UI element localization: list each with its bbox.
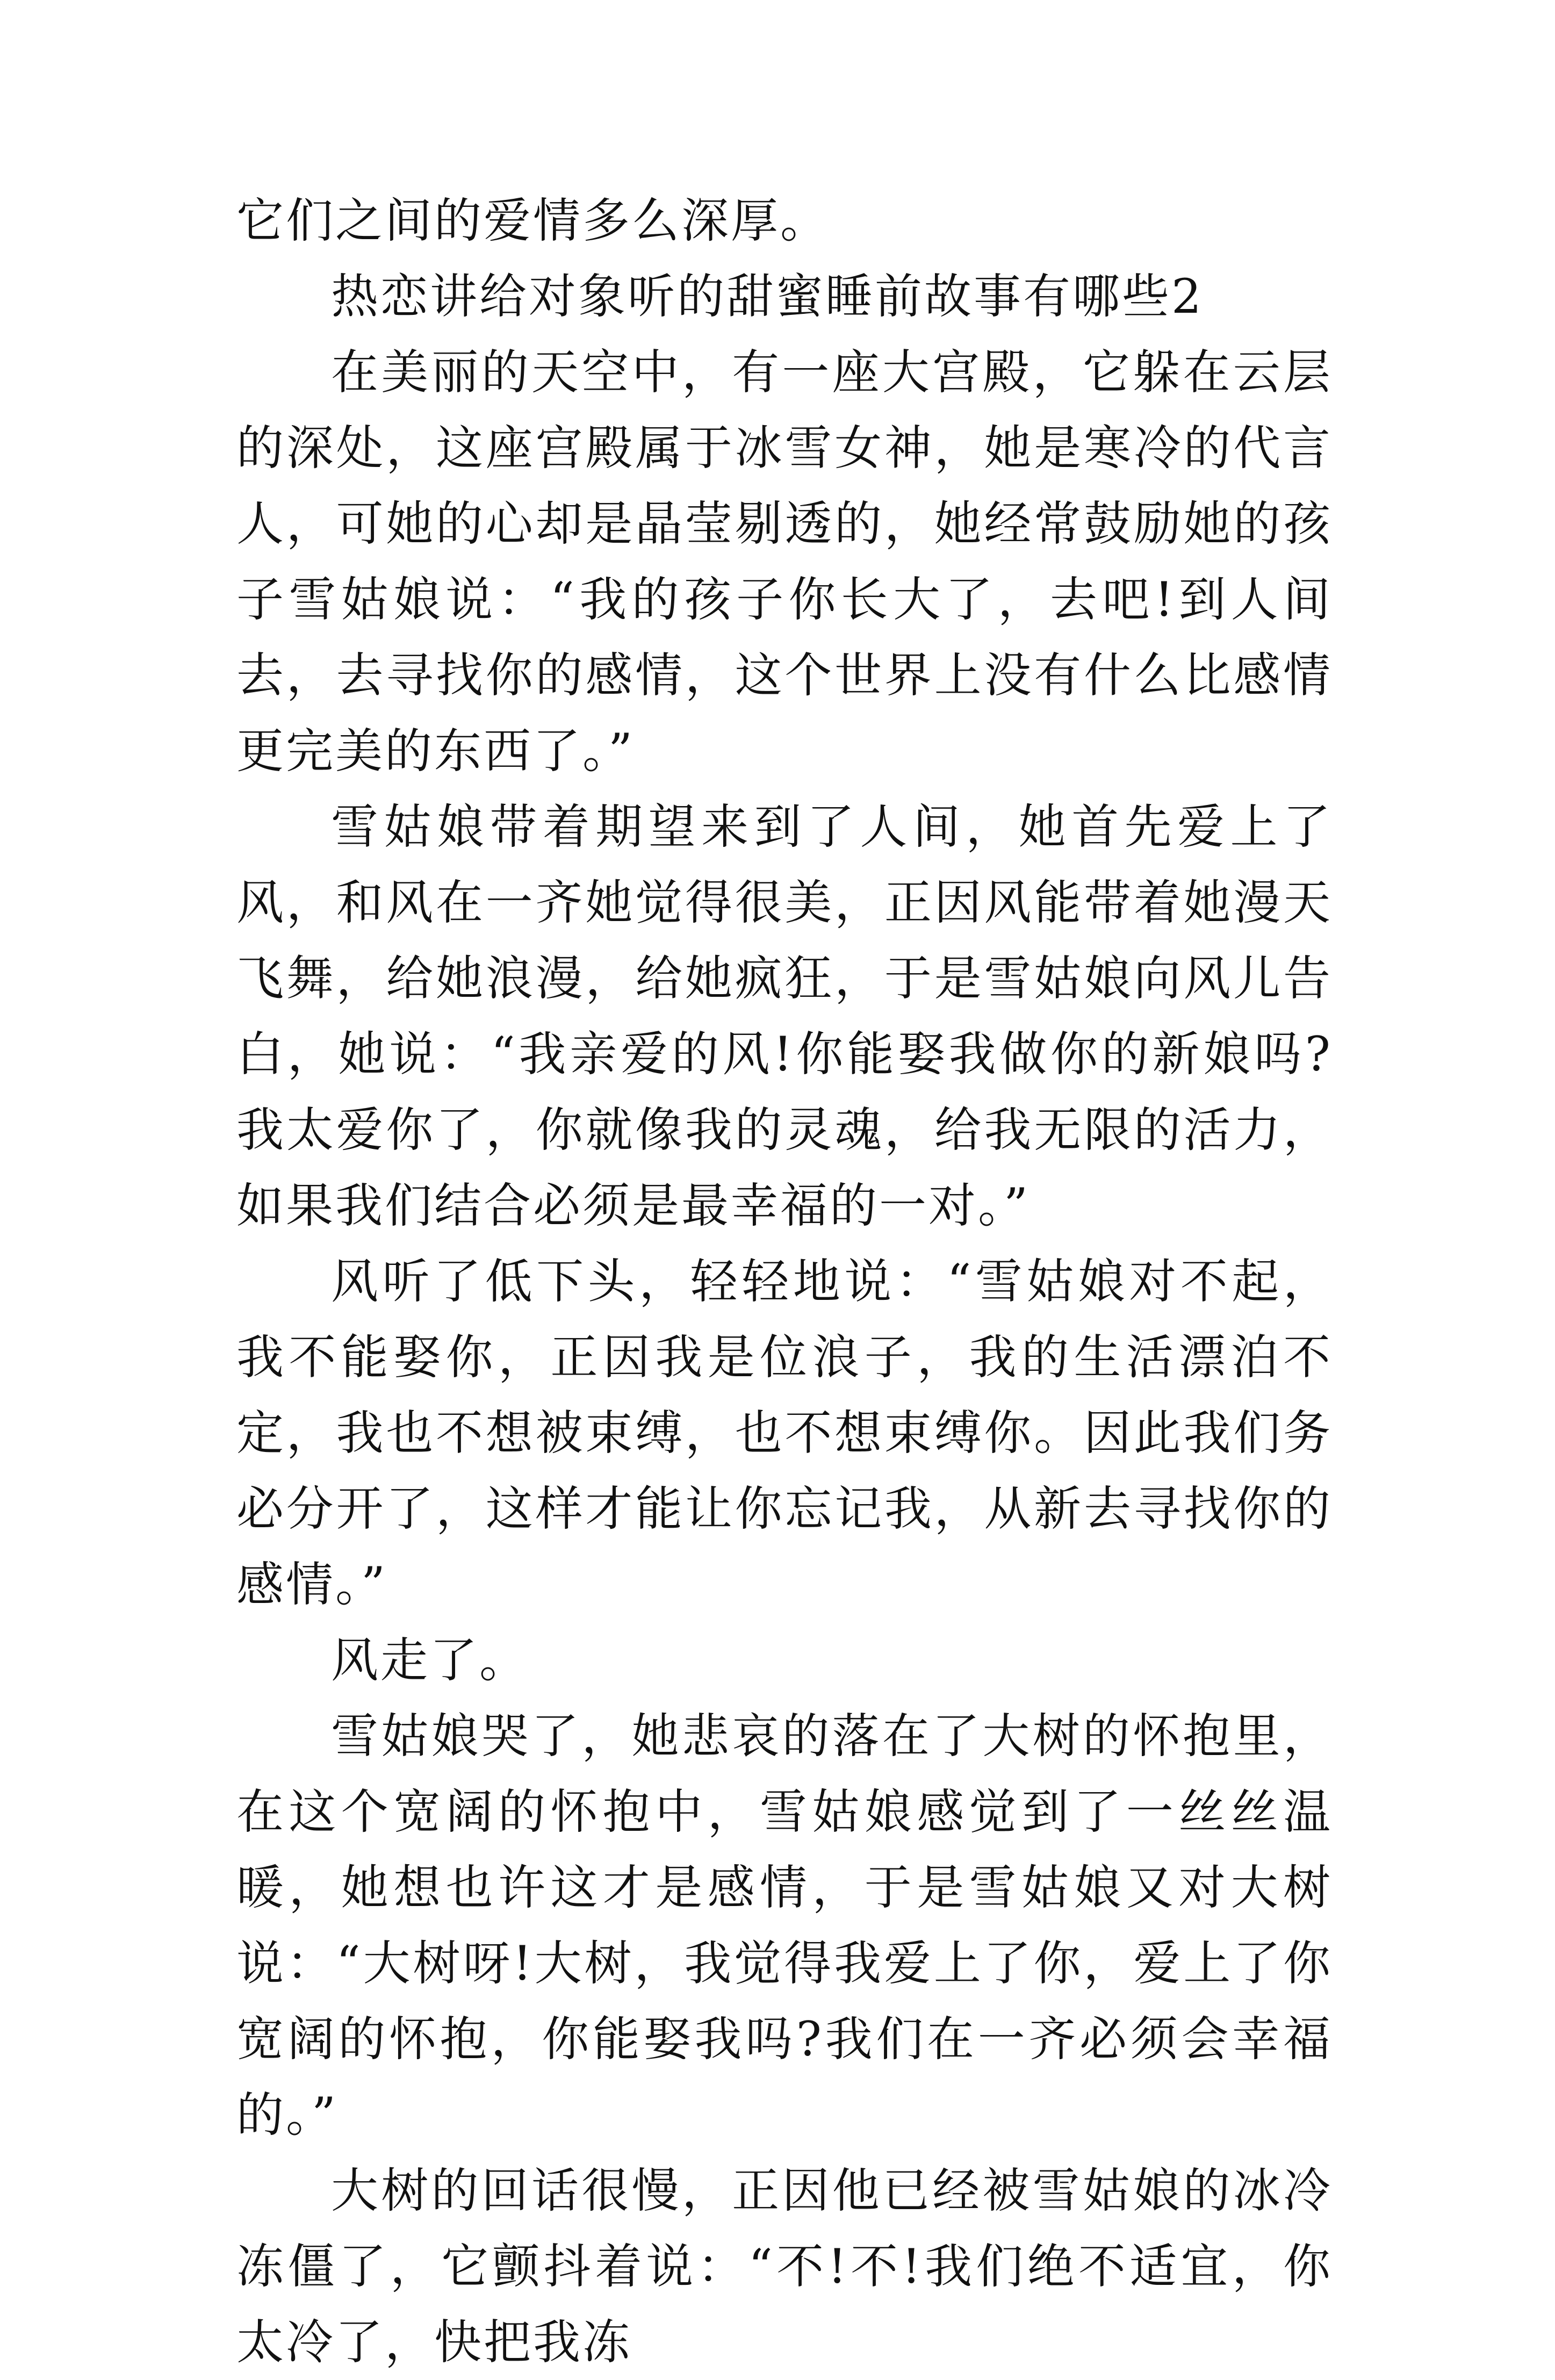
paragraph: 风听了低下头，轻轻地说：“雪姑娘对不起，我不能娶你，正因我是位浪子，我的生活漂泊不定，我也不想被束缚，也不想束缚你。因此我们务必分开了，这样才能让你忘记我，从新去寻找你的感情。” <box>236 1254 1333 1612</box>
paragraph-continuation: 它们之间的爱情多么深厚。 <box>236 193 830 248</box>
section-heading: 热恋讲给对象听的甜蜜睡前故事有哪些2 <box>331 269 1204 324</box>
paragraph: 雪姑娘哭了，她悲哀的落在了大树的怀抱里，在这个宽阔的怀抱中，雪姑娘感觉到了一丝丝温暖，她想也许这才是感情，于是雪姑娘又对大树说：“大树呀!大树，我觉得我爱上了你，爱上了你宽阔的怀抱，你能娶我吗?我们在一齐必须会幸福的。” <box>236 1708 1333 2142</box>
paragraph: 大树的回话很慢，正因他已经被雪姑娘的冰冷冻僵了，它颤抖着说：“不!不!我们绝不适宜，你太冷了，快把我冻 <box>236 2163 1333 2370</box>
document-body <box>236 183 1333 2380</box>
paragraph: 风走了。 <box>331 1633 529 1688</box>
paragraph: 雪姑娘带着期望来到了人间，她首先爱上了风，和风在一齐她觉得很美，正因风能带着她漫天飞舞，给她浪漫，给她疯狂，于是雪姑娘向风儿告白，她说：“我亲爱的风!你能娶我做你的新娘吗?我太爱你了，你就像我的灵魂，给我无限的活力，如果我们结合必须是最幸福的一对。” <box>236 799 1333 1233</box>
paragraph: 在美丽的天空中，有一座大宫殿，它躲在云层的深处，这座宫殿属于冰雪女神，她是寒冷的代言人，可她的心却是晶莹剔透的，她经常鼓励她的孩子雪姑娘说：“我的孩子你长大了，去吧!到人间去，去寻找你的感情，这个世界上没有什么比感情更完美的东西了。” <box>236 344 1333 779</box>
